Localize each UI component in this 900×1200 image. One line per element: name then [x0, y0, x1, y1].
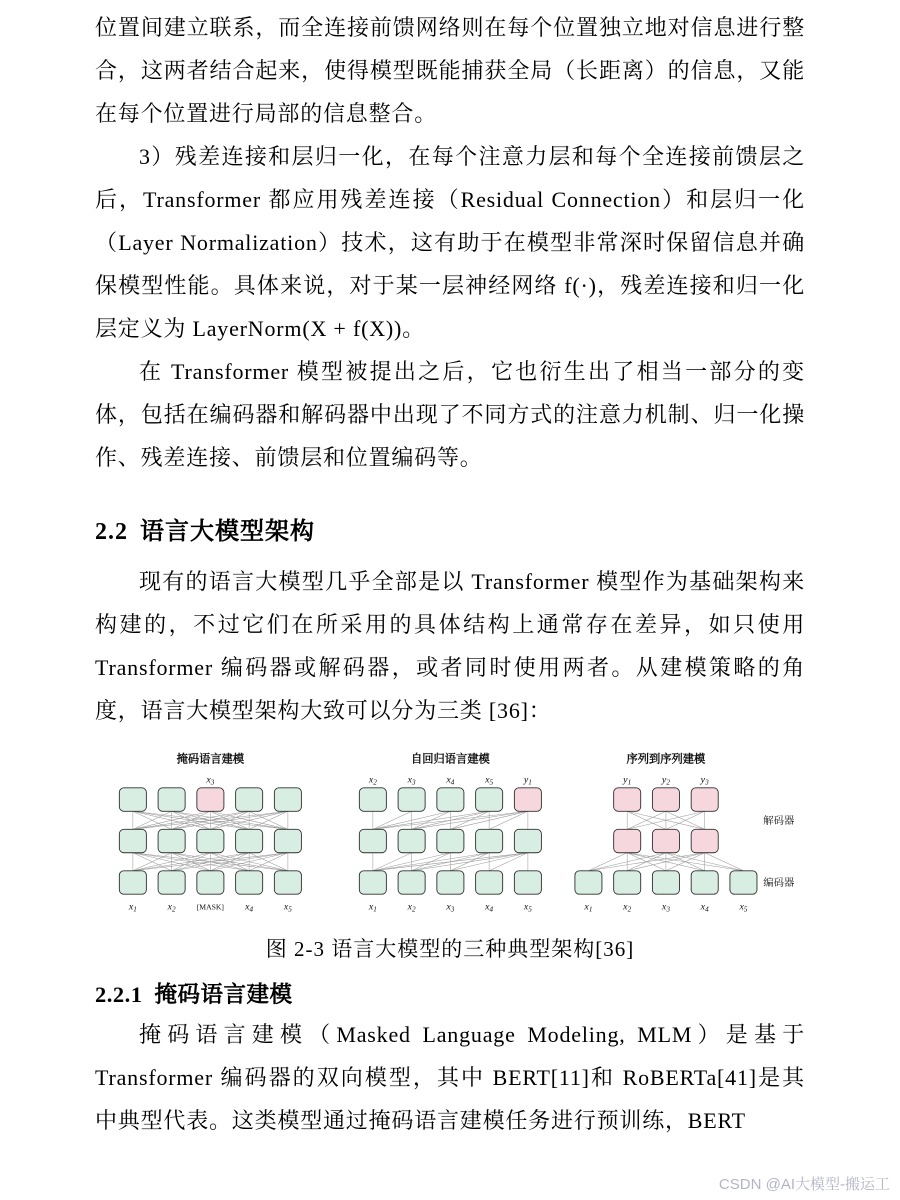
token-box [197, 788, 224, 811]
paragraph-residual-layernorm: 3）残差连接和层归一化，在每个注意力层和每个全连接前馈层之后，Transformer 都应用残差连接（Residual Connection）和层归一化（Layer Normalization）技术，这有助于在模型非常深时保留信息并确保模型性能。具体来说，对于某一层神经网络 f(·)，残差连接和归一化层定义为 LayerNorm(X + f(X))。 [95, 144, 805, 341]
token-box [236, 829, 263, 852]
subsection-title: 掩码语言建模 [154, 982, 293, 1008]
diagram-masked-lm [95, 750, 326, 919]
paragraph-architecture-intro: 现有的语言大模型几乎全部是以 Transformer 模型作为基础架构来构建的，不过它们在所采用的具体结构上通常存在差异，如只使用 Transformer 编码器或解码器，或者同时使用两者。从建模策略的角度，语言大模型架构大致可以分为三类 [36]： [95, 569, 805, 723]
diagram-title: 序列到序列建模 [626, 753, 706, 766]
token-label: y2 [662, 774, 671, 787]
token-label: x3 [407, 774, 416, 787]
token-box [514, 788, 541, 811]
token-label: x5 [739, 901, 748, 914]
section-number: 2.2 [95, 519, 128, 545]
token-label: x1 [128, 901, 137, 914]
paragraph-transformer-variants: 在 Transformer 模型被提出之后，它也衍生出了相当一部分的变体，包括在编码器和解码器中出现了不同方式的注意力机制、归一化操作、残差连接、前馈层和位置编码等。 [95, 359, 805, 470]
token-box [475, 829, 502, 852]
token-box [398, 788, 425, 811]
token-label: x5 [523, 901, 532, 914]
figure-diagrams [95, 750, 805, 919]
token-box [691, 829, 718, 852]
token-label: x3 [662, 901, 671, 914]
token-box [475, 871, 502, 894]
token-box [158, 871, 185, 894]
token-box [119, 829, 146, 852]
token-box [691, 788, 718, 811]
token-label: x5 [283, 901, 292, 914]
token-label: x5 [484, 774, 493, 787]
token-box [119, 871, 146, 894]
token-box [436, 788, 463, 811]
token-label: x1 [368, 901, 377, 914]
token-box [274, 871, 301, 894]
diagram-seq2seq [574, 750, 805, 919]
token-box [119, 788, 146, 811]
token-label: [MASK] [196, 902, 224, 912]
token-label: x3 [206, 774, 215, 787]
token-label: x3 [445, 901, 455, 914]
token-box [274, 829, 301, 852]
subsection-number: 2.2.1 [95, 982, 143, 1008]
token-box [575, 871, 602, 894]
diagram-svg-masked-lm [95, 750, 326, 919]
section-heading [95, 511, 805, 546]
token-label: x2 [368, 774, 377, 787]
token-box [436, 829, 463, 852]
token-box [158, 788, 185, 811]
token-box [436, 871, 463, 894]
diagram-title: 掩码语言建模 [176, 753, 245, 766]
token-box [653, 871, 680, 894]
watermark: CSDN @AI大模型-搬运工 [718, 1176, 890, 1193]
architecture-figure [95, 750, 805, 963]
paragraph-continuation: 位置间建立联系，而全连接前馈网络则在每个位置独立地对信息进行整合，这两者结合起来，使得模型既能捕获全局（长距离）的信息，又能在每个位置进行局部的信息整合。 [95, 15, 805, 126]
token-label: x2 [167, 901, 176, 914]
token-box [236, 871, 263, 894]
side-label-encoder: 编码器 [763, 878, 795, 890]
token-label: x4 [700, 901, 709, 914]
token-box [158, 829, 185, 852]
token-box [730, 871, 757, 894]
token-label: x2 [623, 901, 632, 914]
token-label: x1 [584, 901, 593, 914]
token-box [359, 788, 386, 811]
token-box [274, 788, 301, 811]
token-box [653, 829, 680, 852]
token-box [475, 788, 502, 811]
token-box [197, 871, 224, 894]
paragraph-masked-lm: 掩码语言建模（Masked Language Modeling, MLM）是基于 Transformer 编码器的双向模型，其中 BERT[11]和 RoBERTa[41]是其中典型代表。这类模型通过掩码语言建模任务进行预训练，BERT [95, 1022, 805, 1134]
side-label-decoder: 解码器 [763, 815, 795, 827]
token-box [197, 829, 224, 852]
token-box [398, 829, 425, 852]
token-label: x4 [245, 901, 254, 914]
token-box [691, 871, 718, 894]
token-box [653, 788, 680, 811]
token-label: x4 [484, 901, 493, 914]
token-box [359, 871, 386, 894]
token-box [398, 871, 425, 894]
diagram-title: 自回归语言建模 [410, 753, 490, 766]
subsection-heading [95, 977, 805, 1009]
token-label: y1 [623, 774, 632, 787]
token-box [514, 829, 541, 852]
section-title: 语言大模型架构 [140, 519, 315, 545]
token-label: x2 [407, 901, 416, 914]
token-box [236, 788, 263, 811]
token-box [359, 829, 386, 852]
token-label: y1 [523, 774, 532, 787]
token-box [614, 788, 641, 811]
figure-caption: 图 2-3 语言大模型的三种典型架构[36] [265, 937, 635, 962]
token-label: y3 [700, 774, 709, 787]
token-label: x4 [445, 774, 455, 787]
token-box [514, 871, 541, 894]
token-box [614, 829, 641, 852]
diagram-autoregressive-lm [335, 750, 566, 919]
diagram-svg-seq2seq [574, 750, 805, 919]
diagram-svg-autoregressive-lm [335, 750, 566, 919]
token-box [614, 871, 641, 894]
